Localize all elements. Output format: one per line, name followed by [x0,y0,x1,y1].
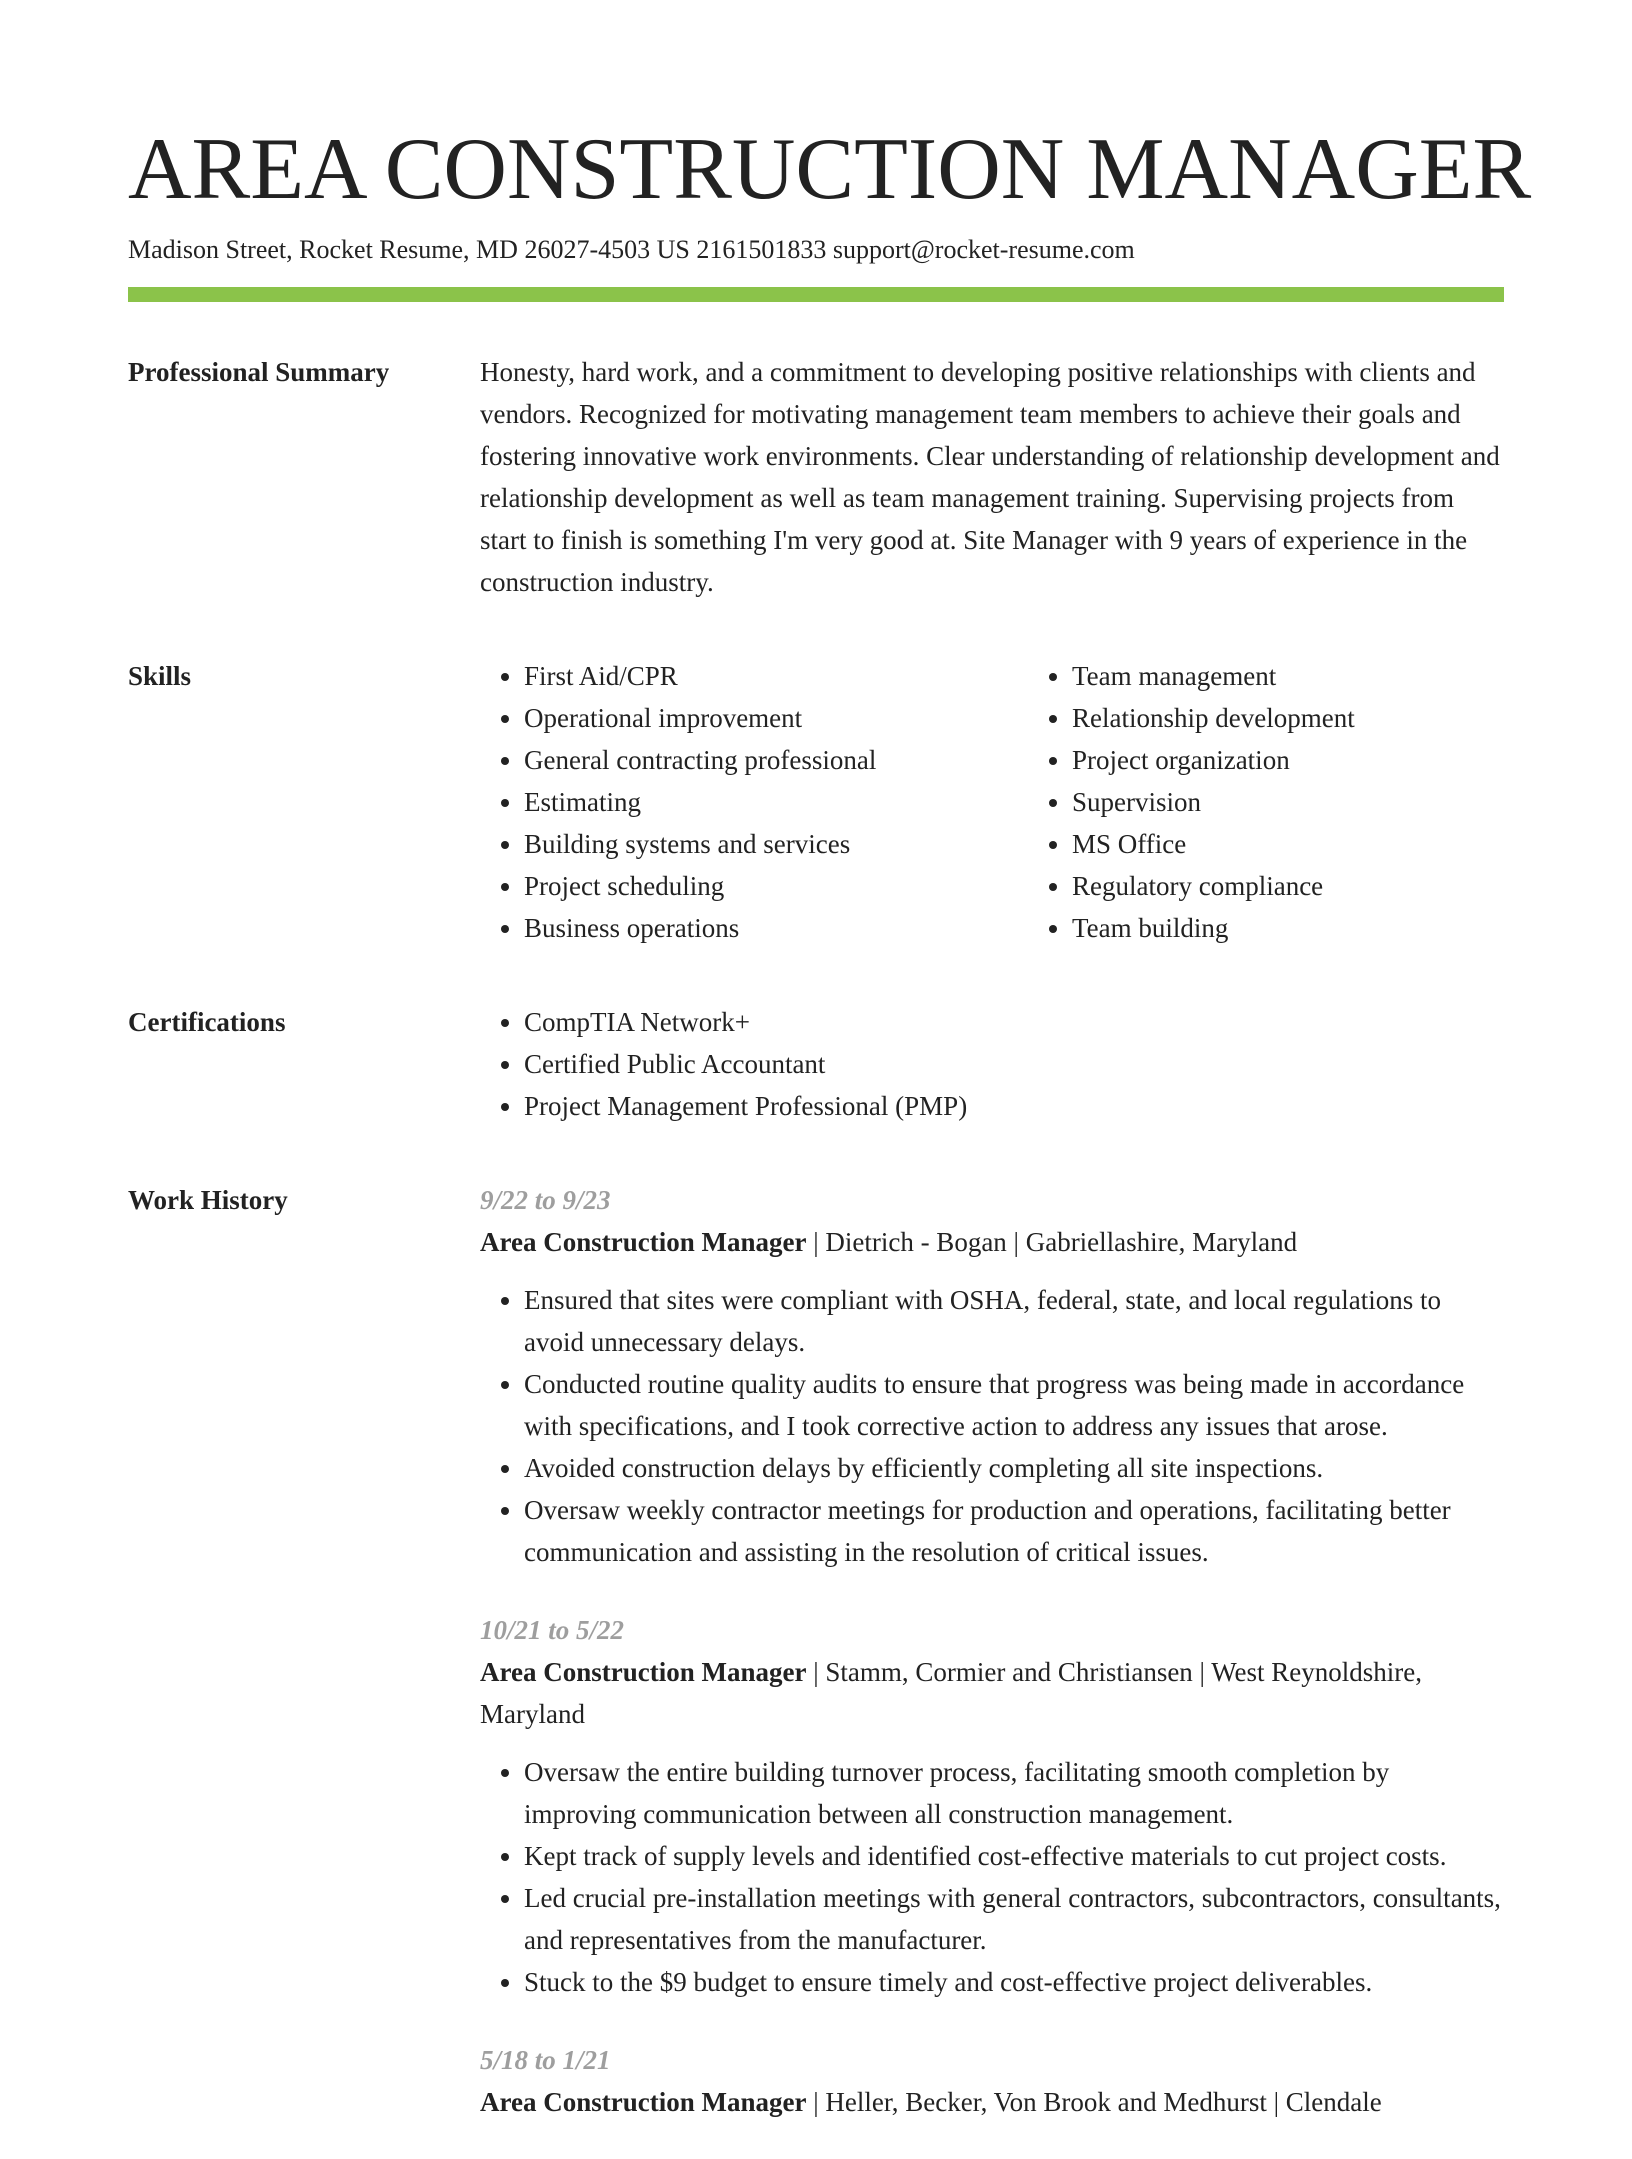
resume-page [128,120,1532,2159]
job-heading [480,1221,1504,1263]
summary-title: Professional Summary [128,357,390,387]
certification-item: • CompTIA Network+ [524,1001,1504,1043]
skill-item: • Business operations [524,907,1028,949]
job-entry [480,1179,1504,1573]
job-bullet: • Avoided construction delays by efficiently completing all site inspections. [524,1447,1504,1489]
job-bullet: • Led crucial pre-installation meetings with general contractors, subcontractors, consultants, and representatives from the manufacturer. [524,1877,1504,1961]
skill-item: • First Aid/CPR [524,655,1028,697]
skill-item: • Regulatory compliance [1072,865,1576,907]
job-bullet: • Ensured that sites were compliant with OSHA, federal, state, and local regulations to avoid unnecessary delays. [524,1279,1504,1363]
certifications-list [480,1001,1504,1127]
job-heading [480,1651,1504,1735]
job-entry [480,2039,1504,2123]
job-role: Area Construction Manager [480,1227,807,1257]
job-dates: 5/18 to 1/21 [480,2045,611,2075]
job-details: | Heller, Becker, Von Brook and Medhurst | Clendale [806,2087,1382,2117]
job-role: Area Construction Manager [480,1657,807,1687]
job-bullets [480,1751,1504,2003]
skill-item: • Team building [1072,907,1576,949]
skill-item: • Supervision [1072,781,1576,823]
certifications-section [128,1001,1504,1127]
skills-list-right [1028,655,1576,949]
job-bullet: • Oversaw weekly contractor meetings for production and operations, facilitating better communication and assisting in the resolution of critical issues. [524,1489,1504,1573]
job-details: | Stamm, Cormier and Christiansen | West Reynoldshire, Maryland [480,1657,1423,1729]
job-role: Area Construction Manager [480,2087,807,2117]
job-entry [480,1609,1504,2003]
certification-item: • Project Management Professional (PMP) [524,1085,1504,1127]
job-bullet: • Oversaw the entire building turnover process, facilitating smooth completion by improving communication between all construction management. [524,1751,1504,1835]
work-history-section [128,1179,1504,2159]
work-history-title: Work History [128,1185,288,1215]
skill-item: • Relationship development [1072,697,1576,739]
job-bullet: • Conducted routine quality audits to ensure that progress was being made in accordance with specifications, and I took corrective action to address any issues that arose. [524,1363,1504,1447]
skills-title: Skills [128,661,192,691]
job-dates: 9/22 to 9/23 [480,1185,611,1215]
skill-item: • Team management [1072,655,1576,697]
skill-item: • Estimating [524,781,1028,823]
job-dates: 10/21 to 5/22 [480,1615,625,1645]
certifications-body [480,1001,1504,1127]
skills-list-left [480,655,1028,949]
job-details: | Dietrich - Bogan | Gabriellashire, Maryland [806,1227,1298,1257]
skill-item: • MS Office [1072,823,1576,865]
skill-item: • Building systems and services [524,823,1028,865]
skills-body [480,655,1576,949]
skill-item: • Project scheduling [524,865,1028,907]
skill-item: • General contracting professional [524,739,1028,781]
summary-section [128,351,1504,603]
contact-line: Madison Street, Rocket Resume, MD 26027-4503 US 2161501833 support@rocket-resume.com [128,235,1135,264]
certifications-title: Certifications [128,1007,286,1037]
skills-section [128,655,1504,949]
summary-text: Honesty, hard work, and a commitment to developing positive relationships with clients and vendors. Recognized for motivating management team members to achieve their goals and fostering innovative work environments. Clear understanding of relationship development and relationship development as well as team management training. Supervising projects from start to finish is something I'm very good at. Site Manager with 9 years of experience in the construction industry. [480,357,1500,597]
job-heading [480,2081,1504,2123]
summary-body [480,351,1504,603]
job-bullet: • Stuck to the $9 budget to ensure timely and cost-effective project deliverables. [524,1961,1504,2003]
work-history-body [480,1179,1504,2159]
job-bullet: • Kept track of supply levels and identified cost-effective materials to cut project costs. [524,1835,1504,1877]
header-divider [128,287,1504,302]
job-bullets [480,1279,1504,1573]
certification-item: • Certified Public Accountant [524,1043,1504,1085]
skill-item: • Project organization [1072,739,1576,781]
resume-name-heading: AREA CONSTRUCTION MANAGER [128,121,1532,218]
skill-item: • Operational improvement [524,697,1028,739]
